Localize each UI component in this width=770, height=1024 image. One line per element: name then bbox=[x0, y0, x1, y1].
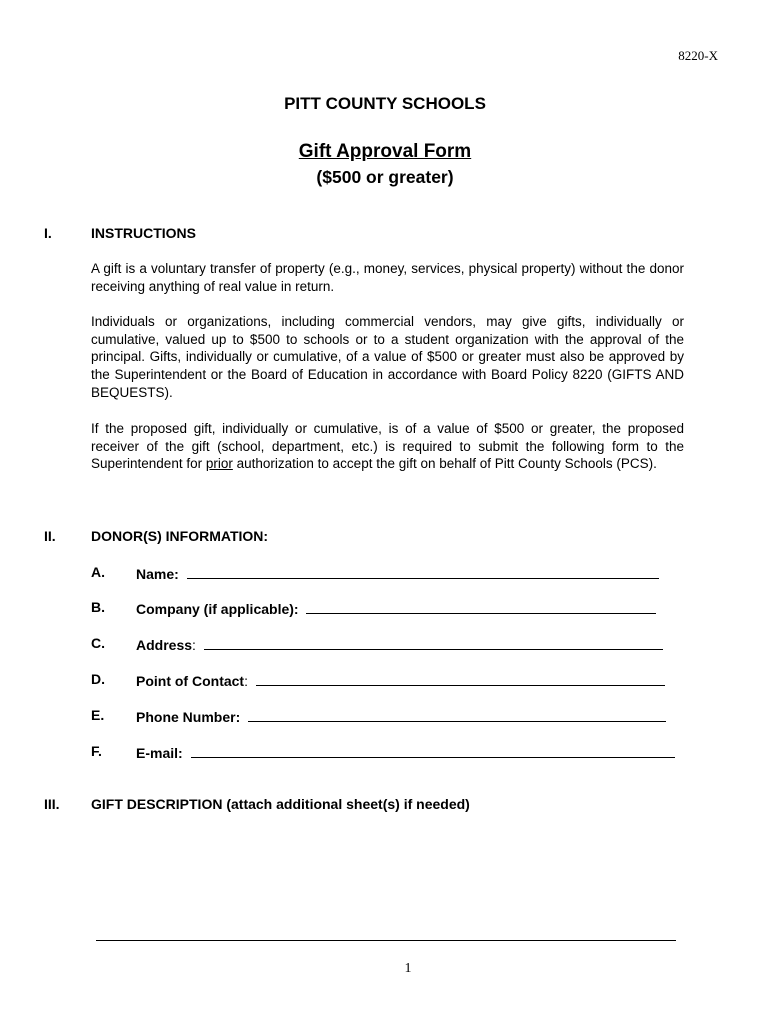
donor-name-label: Name: bbox=[136, 566, 183, 582]
form-subtitle: ($500 or greater) bbox=[316, 167, 454, 187]
donor-address-label: Address: bbox=[136, 637, 200, 653]
instructions-paragraph-1: A gift is a voluntary transfer of property (e.g., money, services, physical property) without the donor receiving anything of real value in return. bbox=[91, 261, 684, 294]
donor-email-input[interactable] bbox=[191, 743, 675, 758]
organization-name: PITT COUNTY SCHOOLS bbox=[284, 94, 486, 113]
donor-contact-field bbox=[136, 671, 665, 689]
donor-email-label: E-mail: bbox=[136, 745, 187, 761]
section-title-gift: GIFT DESCRIPTION (attach additional sheet(s) if needed) bbox=[91, 796, 470, 812]
instructions-paragraph-2: Individuals or organizations, including commercial vendors, may give gifts, individually or cumulative, valued up to $500 to schools or to a student organization with the approval of the principal. Gifts, individually or cumulative, of a value of $500 or greater must also be approved by the Superintendent or the Board of Education in accordance with Board Policy 8220 (GIFTS AND BEQUESTS). bbox=[91, 314, 684, 400]
field-letter-contact: D. bbox=[91, 671, 105, 687]
section-title-instructions: INSTRUCTIONS bbox=[91, 225, 196, 241]
donor-phone-label: Phone Number: bbox=[136, 709, 245, 725]
donor-company-label: Company (if applicable): bbox=[136, 601, 303, 617]
donor-phone-field bbox=[136, 707, 666, 725]
field-letter-company: B. bbox=[91, 599, 105, 615]
donor-name-field bbox=[136, 564, 659, 582]
donor-phone-input[interactable] bbox=[248, 707, 666, 722]
emphasis-prior: prior bbox=[205, 456, 233, 472]
donor-email-field bbox=[136, 743, 675, 761]
form-code: 8220-X bbox=[678, 48, 718, 63]
donor-contact-input[interactable] bbox=[256, 671, 665, 686]
field-letter-address: C. bbox=[91, 635, 105, 651]
section-number-gift: III. bbox=[44, 796, 60, 812]
field-letter-email: F. bbox=[91, 743, 102, 759]
page-number: 1 bbox=[404, 961, 412, 976]
donor-address-input[interactable] bbox=[204, 635, 663, 650]
section-number-donor: II. bbox=[44, 528, 56, 544]
field-letter-name: A. bbox=[91, 564, 105, 580]
donor-name-input[interactable] bbox=[187, 564, 659, 579]
section-number-instructions: I. bbox=[44, 225, 52, 241]
gift-description-area[interactable] bbox=[91, 822, 684, 932]
donor-company-input[interactable] bbox=[306, 599, 656, 614]
field-letter-phone: E. bbox=[91, 707, 105, 723]
section-title-donor: DONOR(S) INFORMATION: bbox=[91, 528, 269, 544]
donor-contact-label: Point of Contact: bbox=[136, 673, 252, 689]
footer-rule bbox=[96, 940, 676, 941]
form-title: Gift Approval Form bbox=[298, 141, 472, 162]
donor-address-field bbox=[136, 635, 663, 653]
donor-company-field bbox=[136, 599, 656, 617]
instructions-paragraph-3: If the proposed gift, individually or cumulative, is of a value of $500 or greater, the proposed receiver of the gift (school, department, etc.) is required to submit the following form to the Superintendent for prior authorization to accept the gift on behalf of Pitt County Schools (PCS). bbox=[91, 421, 684, 472]
